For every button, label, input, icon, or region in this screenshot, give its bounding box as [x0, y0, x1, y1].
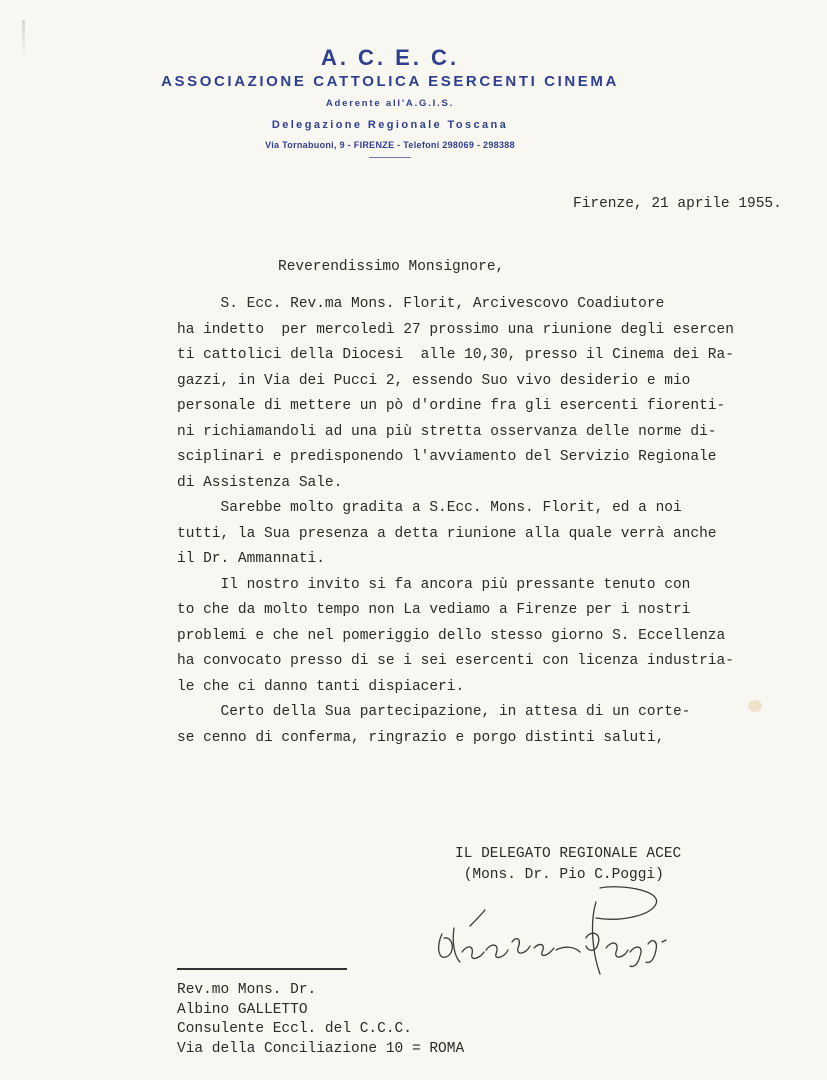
body-line: to che da molto tempo non La vediamo a Firenze per i nostri [177, 602, 691, 618]
body-line: problemi e che nel pomeriggio dello stesso giorno S. Eccellenza [177, 627, 726, 644]
body-line: ni richiamandoli ad una più stretta osservanza delle norme di- [177, 423, 717, 440]
signatory-name: (Mons. Dr. Pio C.Poggi) [455, 867, 664, 883]
paper-stain [748, 700, 762, 712]
letterhead-org: A. C. E. C. [320, 45, 460, 70]
salutation: Reverendissimo Monsignore, [278, 259, 505, 275]
letterhead-name: ASSOCIAZIONE CATTOLICA ESERCENTI CINEMA [161, 73, 619, 90]
signature-block [455, 844, 681, 886]
body-line: Il nostro invito si fa ancora più pressante tenuto con [177, 576, 691, 593]
letterhead [100, 44, 680, 158]
letter-date: Firenze, 21 aprile 1955. [573, 196, 782, 212]
body-line: personale di mettere un pò d'ordine fra gli esercenti fiorenti- [177, 398, 726, 414]
handwritten-signature [430, 882, 670, 982]
body-line: tutti, la Sua presenza a detta riunione alla quale verrà anche [177, 525, 717, 542]
signatory-title: IL DELEGATO REGIONALE ACEC [455, 846, 682, 862]
body-line: ti cattolici della Diocesi alle 10,30, presso il Cinema dei Ra- [177, 347, 734, 363]
recipient-line: Albino GALLETTO [177, 1001, 308, 1018]
letterhead-adherent: Aderente all'A.G.I.S. [325, 98, 455, 109]
paper-edge-mark [22, 20, 25, 60]
body-line: ha indetto per mercoledì 27 prossimo una riunione degli esercen [177, 321, 734, 338]
recipient-rule [177, 968, 347, 970]
letterhead-address: Via Tornabuoni, 9 - FIRENZE - Telefoni 298069 - 298388 [265, 140, 515, 150]
recipient-address [177, 981, 464, 1059]
body-line: se cenno di conferma, ringrazio e porgo distinti saluti, [177, 729, 665, 746]
letterhead-delegation: Delegazione Regionale Toscana [271, 119, 509, 131]
body-line: il Dr. Ammannati. [177, 551, 325, 567]
body-line: S. Ecc. Rev.ma Mons. Florit, Arcivescovo Coadiutore [177, 296, 665, 312]
body-line: sciplinari e predisponendo l'avviamento del Servizio Regionale [177, 449, 717, 465]
recipient-line: Consulente Eccl. del C.C.C. [177, 1021, 412, 1037]
body-line: Sarebbe molto gradita a S.Ecc. Mons. Florit, ed a noi [177, 500, 682, 516]
letter-body [177, 292, 817, 751]
body-line: di Assistenza Sale. [177, 474, 343, 491]
recipient-line: Via della Conciliazione 10 = ROMA [177, 1040, 465, 1057]
body-line: ha convocato presso di se i sei esercenti con licenza industria- [177, 653, 734, 669]
body-line: Certo della Sua partecipazione, in attesa di un corte- [177, 704, 691, 720]
recipient-line: Rev.mo Mons. Dr. [177, 982, 317, 998]
body-line: le che ci danno tanti dispiaceri. [177, 678, 465, 695]
body-line: gazzi, in Via dei Pucci 2, essendo Suo vivo desiderio e mio [177, 372, 691, 389]
letterhead-rule [369, 157, 411, 158]
